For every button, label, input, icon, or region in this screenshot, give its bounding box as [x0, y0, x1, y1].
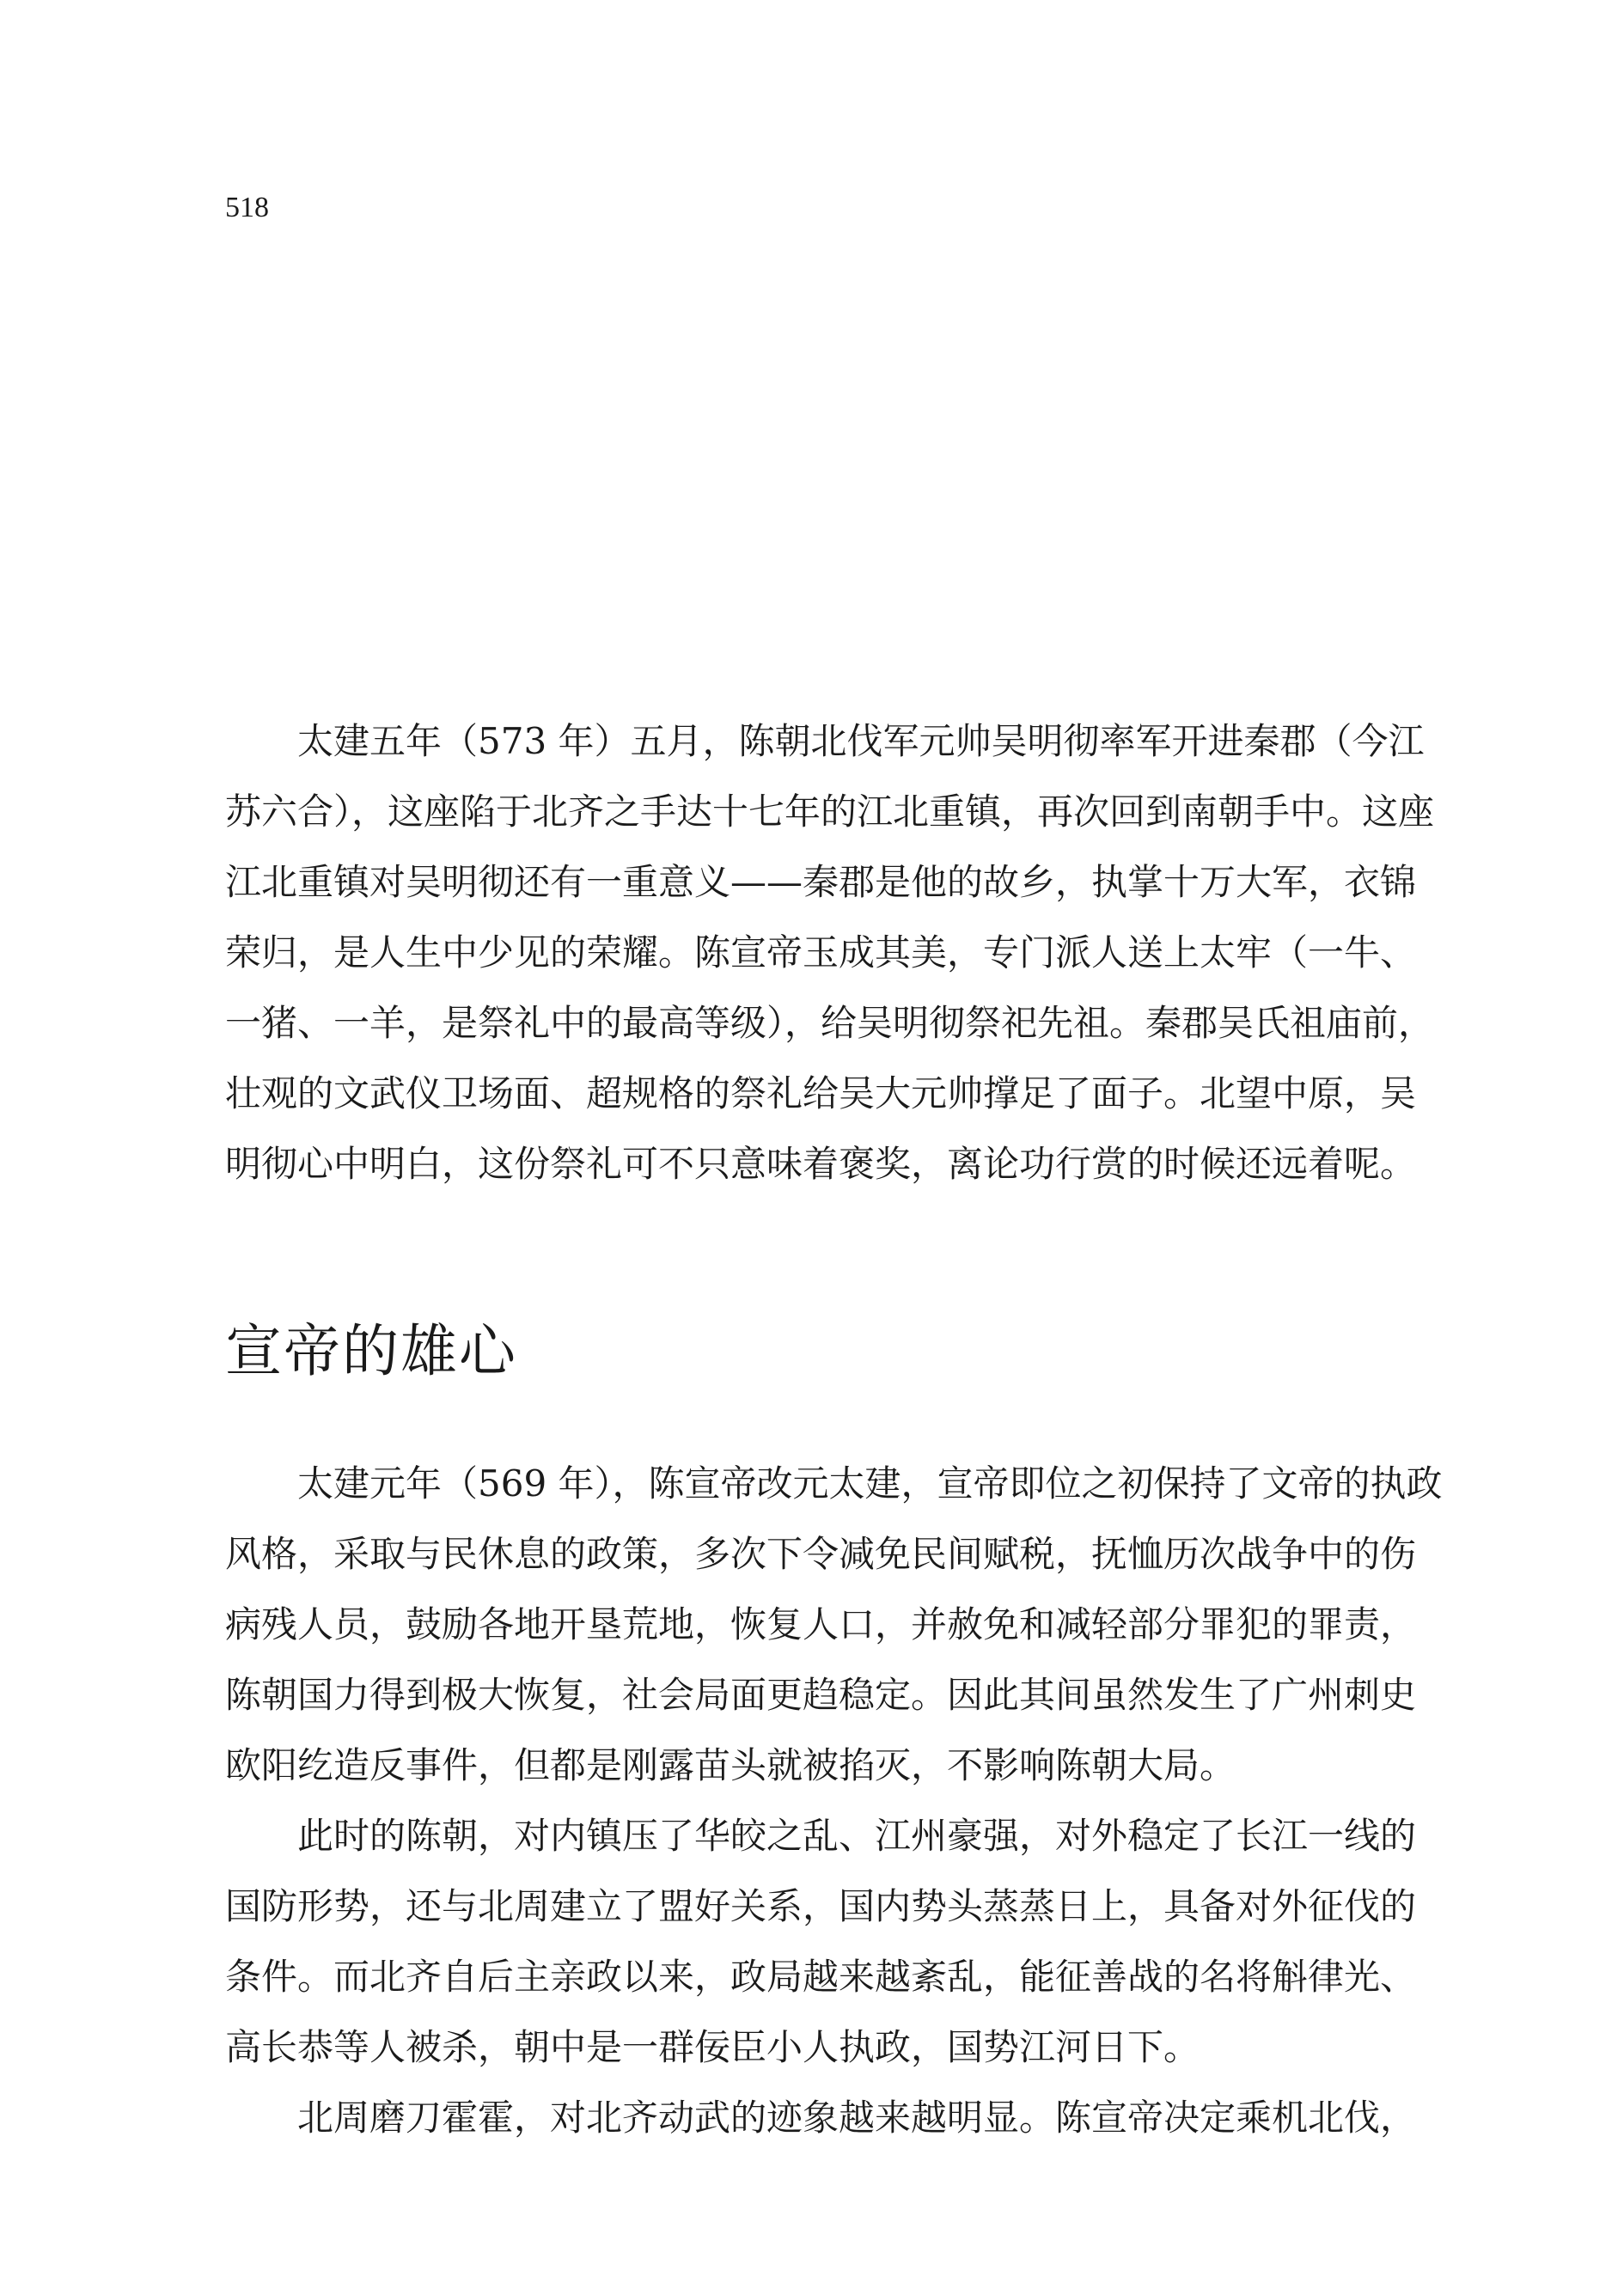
intro-paragraph: [225, 706, 1435, 1199]
page-number: 518: [225, 192, 269, 223]
text-line: 条件。而北齐自后主亲政以来，政局越来越紊乱，能征善战的名将斛律光、: [225, 1956, 1417, 1998]
paragraph-text: [225, 1801, 1417, 2083]
section-body: [225, 1449, 1443, 2153]
text-line: 太建元年（569 年），陈宣帝改元太建，宣帝即位之初保持了文帝的执政: [297, 1462, 1443, 1505]
section-heading: 宣帝的雄心: [225, 1318, 517, 1384]
text-line: 高长恭等人被杀，朝中是一群佞臣小人执政，国势江河日下。: [225, 2026, 1200, 2068]
text-line: 国防形势，还与北周建立了盟好关系，国内势头蒸蒸日上，具备对外征伐的: [225, 1885, 1417, 1927]
text-line: 此时的陈朝，对内镇压了华皎之乱、江州豪强，对外稳定了长江一线的: [297, 1815, 1417, 1857]
paragraph-text: [225, 706, 1435, 1199]
text-line: 江北重镇对吴明彻还有一重意义——秦郡是他的故乡，执掌十万大军，衣锦: [225, 861, 1417, 903]
text-line: 陈朝国力得到极大恢复，社会局面更趋稳定。因此其间虽然发生了广州刺史: [225, 1674, 1417, 1716]
text-line: 荣归，是人生中少见的荣耀。陈宣帝玉成其美，专门派人送上太牢（一牛、: [225, 931, 1417, 974]
text-line: 一猪、一羊，是祭礼中的最高等级），给吴明彻祭祀先祖。秦郡吴氏祖庙前，: [225, 1002, 1435, 1044]
text-line: 欧阳纥造反事件，但都是刚露苗头就被掐灭，不影响陈朝大局。: [225, 1744, 1236, 1786]
paragraph-text: [225, 1449, 1443, 1801]
text-line: 壮观的文武仪卫场面、超规格的祭礼给吴大元帅撑足了面子。北望中原，吴: [225, 1072, 1417, 1114]
text-line: 病残人员，鼓励各地开垦荒地，恢复人口，并赦免和减轻部分罪犯的罪责，: [225, 1603, 1417, 1645]
text-line: 北周磨刀霍霍，对北齐动武的迹象越来越明显。陈宣帝决定乘机北伐，: [297, 2097, 1417, 2139]
text-line: 明彻心中明白，这份祭礼可不只意味着褒奖，离论功行赏的时候还远着呢。: [225, 1143, 1417, 1185]
text-line: 太建五年（573 年）五月，陈朝北伐军元帅吴明彻率军开进秦郡（今江: [297, 720, 1425, 762]
text-line: 苏六合），这座陷于北齐之手达十七年的江北重镇，再次回到南朝手中。这座: [225, 791, 1435, 833]
paragraph-text: [225, 2083, 1417, 2153]
text-line: 风格，采取与民休息的政策，多次下令减免民间赋税，抚恤历次战争中的伤: [225, 1533, 1417, 1575]
